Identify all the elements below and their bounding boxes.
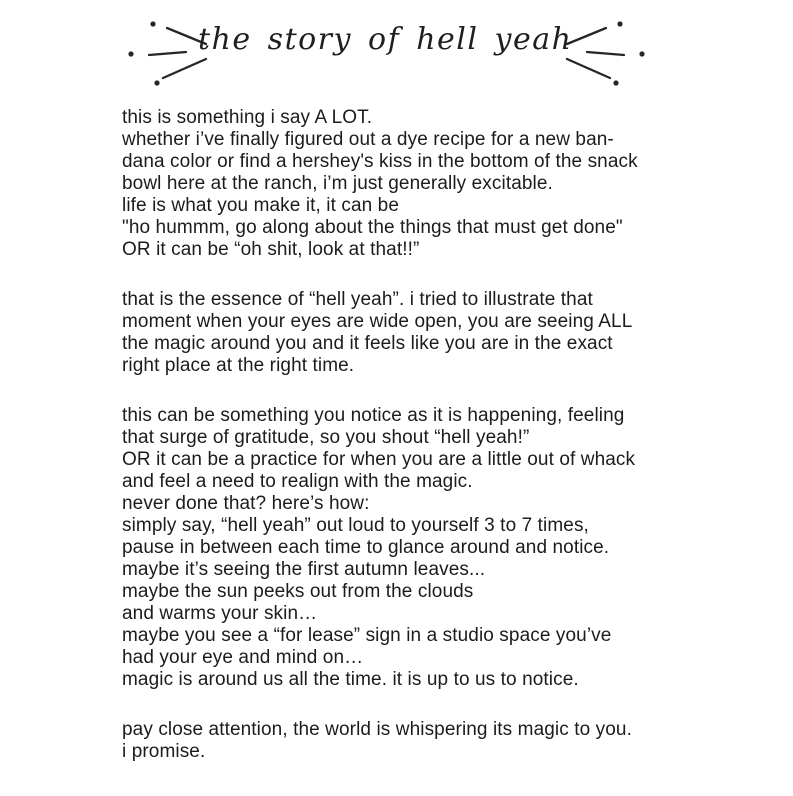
text-line: and warms your skin… — [122, 603, 318, 624]
text-line: magic is around us all the time. it is up to us to notice. — [122, 669, 579, 690]
text-line: pause in between each time to glance around and notice. — [122, 537, 610, 558]
text-line: OR it can be “oh shit, look at that!!” — [122, 239, 420, 260]
text-line: moment when your eyes are wide open, you are seeing ALL — [122, 311, 633, 332]
paragraph-practice — [122, 405, 638, 691]
text-line: pay close attention, the world is whispering its magic to you. — [122, 719, 632, 740]
text-line: simply say, “hell yeah” out loud to yourself 3 to 7 times, — [122, 515, 589, 536]
text-line: OR it can be a practice for when you are a little out of whack — [122, 449, 636, 470]
text-line: the magic around you and it feels like you are in the exact — [122, 333, 613, 354]
page-title: the story of hell yeah — [198, 22, 573, 57]
paragraph-essence — [122, 289, 638, 377]
text-line: never done that? here’s how: — [122, 493, 370, 514]
text-line: dana color or find a hershey's kiss in the bottom of the snack — [122, 151, 638, 172]
text-line: that is the essence of “hell yeah”. i tried to illustrate that — [122, 289, 593, 310]
story-body — [122, 107, 638, 763]
text-line: bowl here at the ranch, i’m just generally excitable. — [122, 173, 553, 194]
text-line: i promise. — [122, 741, 206, 762]
text-line: maybe the sun peeks out from the clouds — [122, 581, 474, 602]
sparkle-rays-right-icon — [561, 12, 653, 88]
text-line: whether i’ve finally figured out a dye recipe for a new ban- — [122, 129, 614, 150]
paragraph-intro — [122, 107, 638, 261]
paragraph-closing — [122, 719, 638, 763]
text-line: maybe you see a “for lease” sign in a studio space you’ve — [122, 625, 612, 646]
text-line: this is something i say A LOT. — [122, 107, 373, 128]
text-line: that surge of gratitude, so you shout “hell yeah!” — [122, 427, 530, 448]
text-line: this can be something you notice as it is happening, feeling — [122, 405, 625, 426]
page-header — [0, 0, 793, 96]
text-line: "ho hummm, go along about the things that must get done" — [122, 217, 623, 238]
text-line: had your eye and mind on… — [122, 647, 364, 668]
text-line: maybe it’s seeing the first autumn leaves... — [122, 559, 486, 580]
text-line: right place at the right time. — [122, 355, 355, 376]
text-line: life is what you make it, it can be — [122, 195, 400, 216]
text-line: and feel a need to realign with the magic. — [122, 471, 473, 492]
